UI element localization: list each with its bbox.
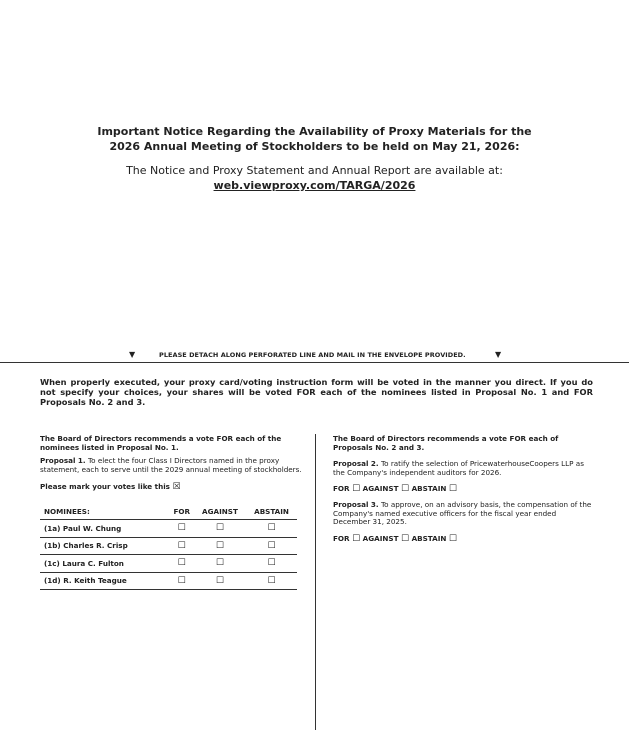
board-recommendation-proposal1: The Board of Directors recommends a vote FOR each of the nominees listed in Proposal No. 1.	[40, 434, 282, 452]
vote-abstain-label: ABSTAIN	[411, 533, 447, 543]
header-against: AGAINST	[194, 506, 246, 520]
against-checkbox[interactable]: ☐	[215, 558, 224, 569]
nominee-name: (1b) Charles R. Crisp	[40, 537, 170, 555]
header-abstain: ABSTAIN	[246, 506, 297, 520]
proposal3-label: Proposal 3.	[333, 500, 379, 509]
against-checkbox[interactable]: ☐	[400, 533, 410, 544]
nominee-name: (1d) R. Keith Teague	[40, 572, 170, 590]
abstain-checkbox[interactable]: ☐	[267, 523, 276, 534]
table-row	[40, 537, 297, 555]
header-nominees: NOMINEES:	[40, 506, 170, 520]
nominees-table-header	[40, 506, 297, 520]
proposal3-description	[333, 501, 595, 527]
proposal1-label: Proposal 1.	[40, 456, 86, 465]
for-checkbox[interactable]: ☐	[177, 540, 186, 551]
against-checkbox[interactable]: ☐	[215, 540, 224, 551]
vote-for-label: FOR	[333, 533, 350, 543]
right-column	[333, 434, 595, 544]
proposal1-text: To elect the four Class I Directors named in the proxy statement, each to serve until the 2029 annual meeting of stockholders.	[40, 456, 302, 474]
mark-instruction-text: Please mark your votes like this	[40, 482, 170, 491]
proposal2-text: To ratify the selection of PricewaterhouseCoopers LLP as the Company's independent auditors for 2026.	[333, 459, 584, 477]
board-recommendation-proposals-2-3: The Board of Directors recommends a vote FOR each of Proposals No. 2 and 3.	[333, 434, 559, 452]
vote-against-label: AGAINST	[362, 484, 399, 493]
column-divider	[315, 434, 316, 730]
proposal2-vote-options	[333, 484, 595, 494]
notice-available-text: The Notice and Proxy Statement and Annual Report are available at:	[126, 164, 503, 177]
notice-heading	[0, 124, 629, 154]
notice-heading-line2: 2026 Annual Meeting of Stockholders to be held on May 21, 2026:	[109, 140, 520, 153]
for-checkbox[interactable]: ☐	[352, 484, 361, 494]
nominees-table	[40, 506, 297, 590]
arrow-down-icon: ▼	[495, 350, 502, 359]
header-for: FOR	[170, 506, 194, 520]
abstain-checkbox[interactable]: ☐	[448, 533, 457, 544]
against-checkbox[interactable]: ☐	[215, 575, 224, 586]
checked-box-icon: ☒	[172, 482, 181, 492]
vote-abstain-label: ABSTAIN	[411, 484, 447, 493]
proxy-url-link[interactable]: web.viewproxy.com/TARGA/2026	[213, 179, 416, 192]
nominee-name: (1c) Laura C. Fulton	[40, 555, 170, 573]
vote-for-label: FOR	[333, 484, 350, 493]
abstain-checkbox[interactable]: ☐	[448, 484, 457, 494]
proposal3-vote-options	[333, 534, 595, 544]
for-checkbox[interactable]: ☐	[177, 575, 186, 586]
for-checkbox[interactable]: ☐	[177, 523, 186, 534]
abstain-checkbox[interactable]: ☐	[267, 575, 276, 586]
table-row	[40, 572, 297, 590]
proposal2-description	[333, 460, 595, 477]
for-checkbox[interactable]: ☐	[177, 558, 186, 569]
proposal1-description	[40, 457, 302, 474]
mark-instruction	[40, 482, 302, 492]
voting-intro-text: When properly executed, your proxy card/voting instruction form will be voted in the manner you direct. If you do not specify your choices, your shares will be voted FOR each of the nominees listed in Proposal No. 1 and FOR Proposals No. 2 and 3.	[40, 377, 593, 407]
arrow-down-icon: ▼	[129, 350, 136, 359]
vote-against-label: AGAINST	[362, 533, 399, 543]
detach-instruction	[0, 350, 629, 362]
for-checkbox[interactable]: ☐	[352, 533, 361, 544]
proposal2-label: Proposal 2.	[333, 459, 379, 468]
proposal3-text: To approve, on an advisory basis, the compensation of the Company's named executive officers for the fiscal year ended December 31, 2025.	[333, 500, 592, 526]
left-column	[40, 434, 302, 590]
detach-text: PLEASE DETACH ALONG PERFORATED LINE AND MAIL IN THE ENVELOPE PROVIDED.	[159, 351, 466, 359]
notice-heading-line1: Important Notice Regarding the Availability of Proxy Materials for the	[97, 125, 532, 138]
against-checkbox[interactable]: ☐	[400, 484, 410, 494]
table-row	[40, 520, 297, 538]
abstain-checkbox[interactable]: ☐	[267, 540, 276, 551]
abstain-checkbox[interactable]: ☐	[267, 558, 276, 569]
table-row	[40, 555, 297, 573]
perforated-line	[0, 362, 629, 363]
nominee-name: (1a) Paul W. Chung	[40, 520, 170, 538]
against-checkbox[interactable]: ☐	[215, 523, 224, 534]
